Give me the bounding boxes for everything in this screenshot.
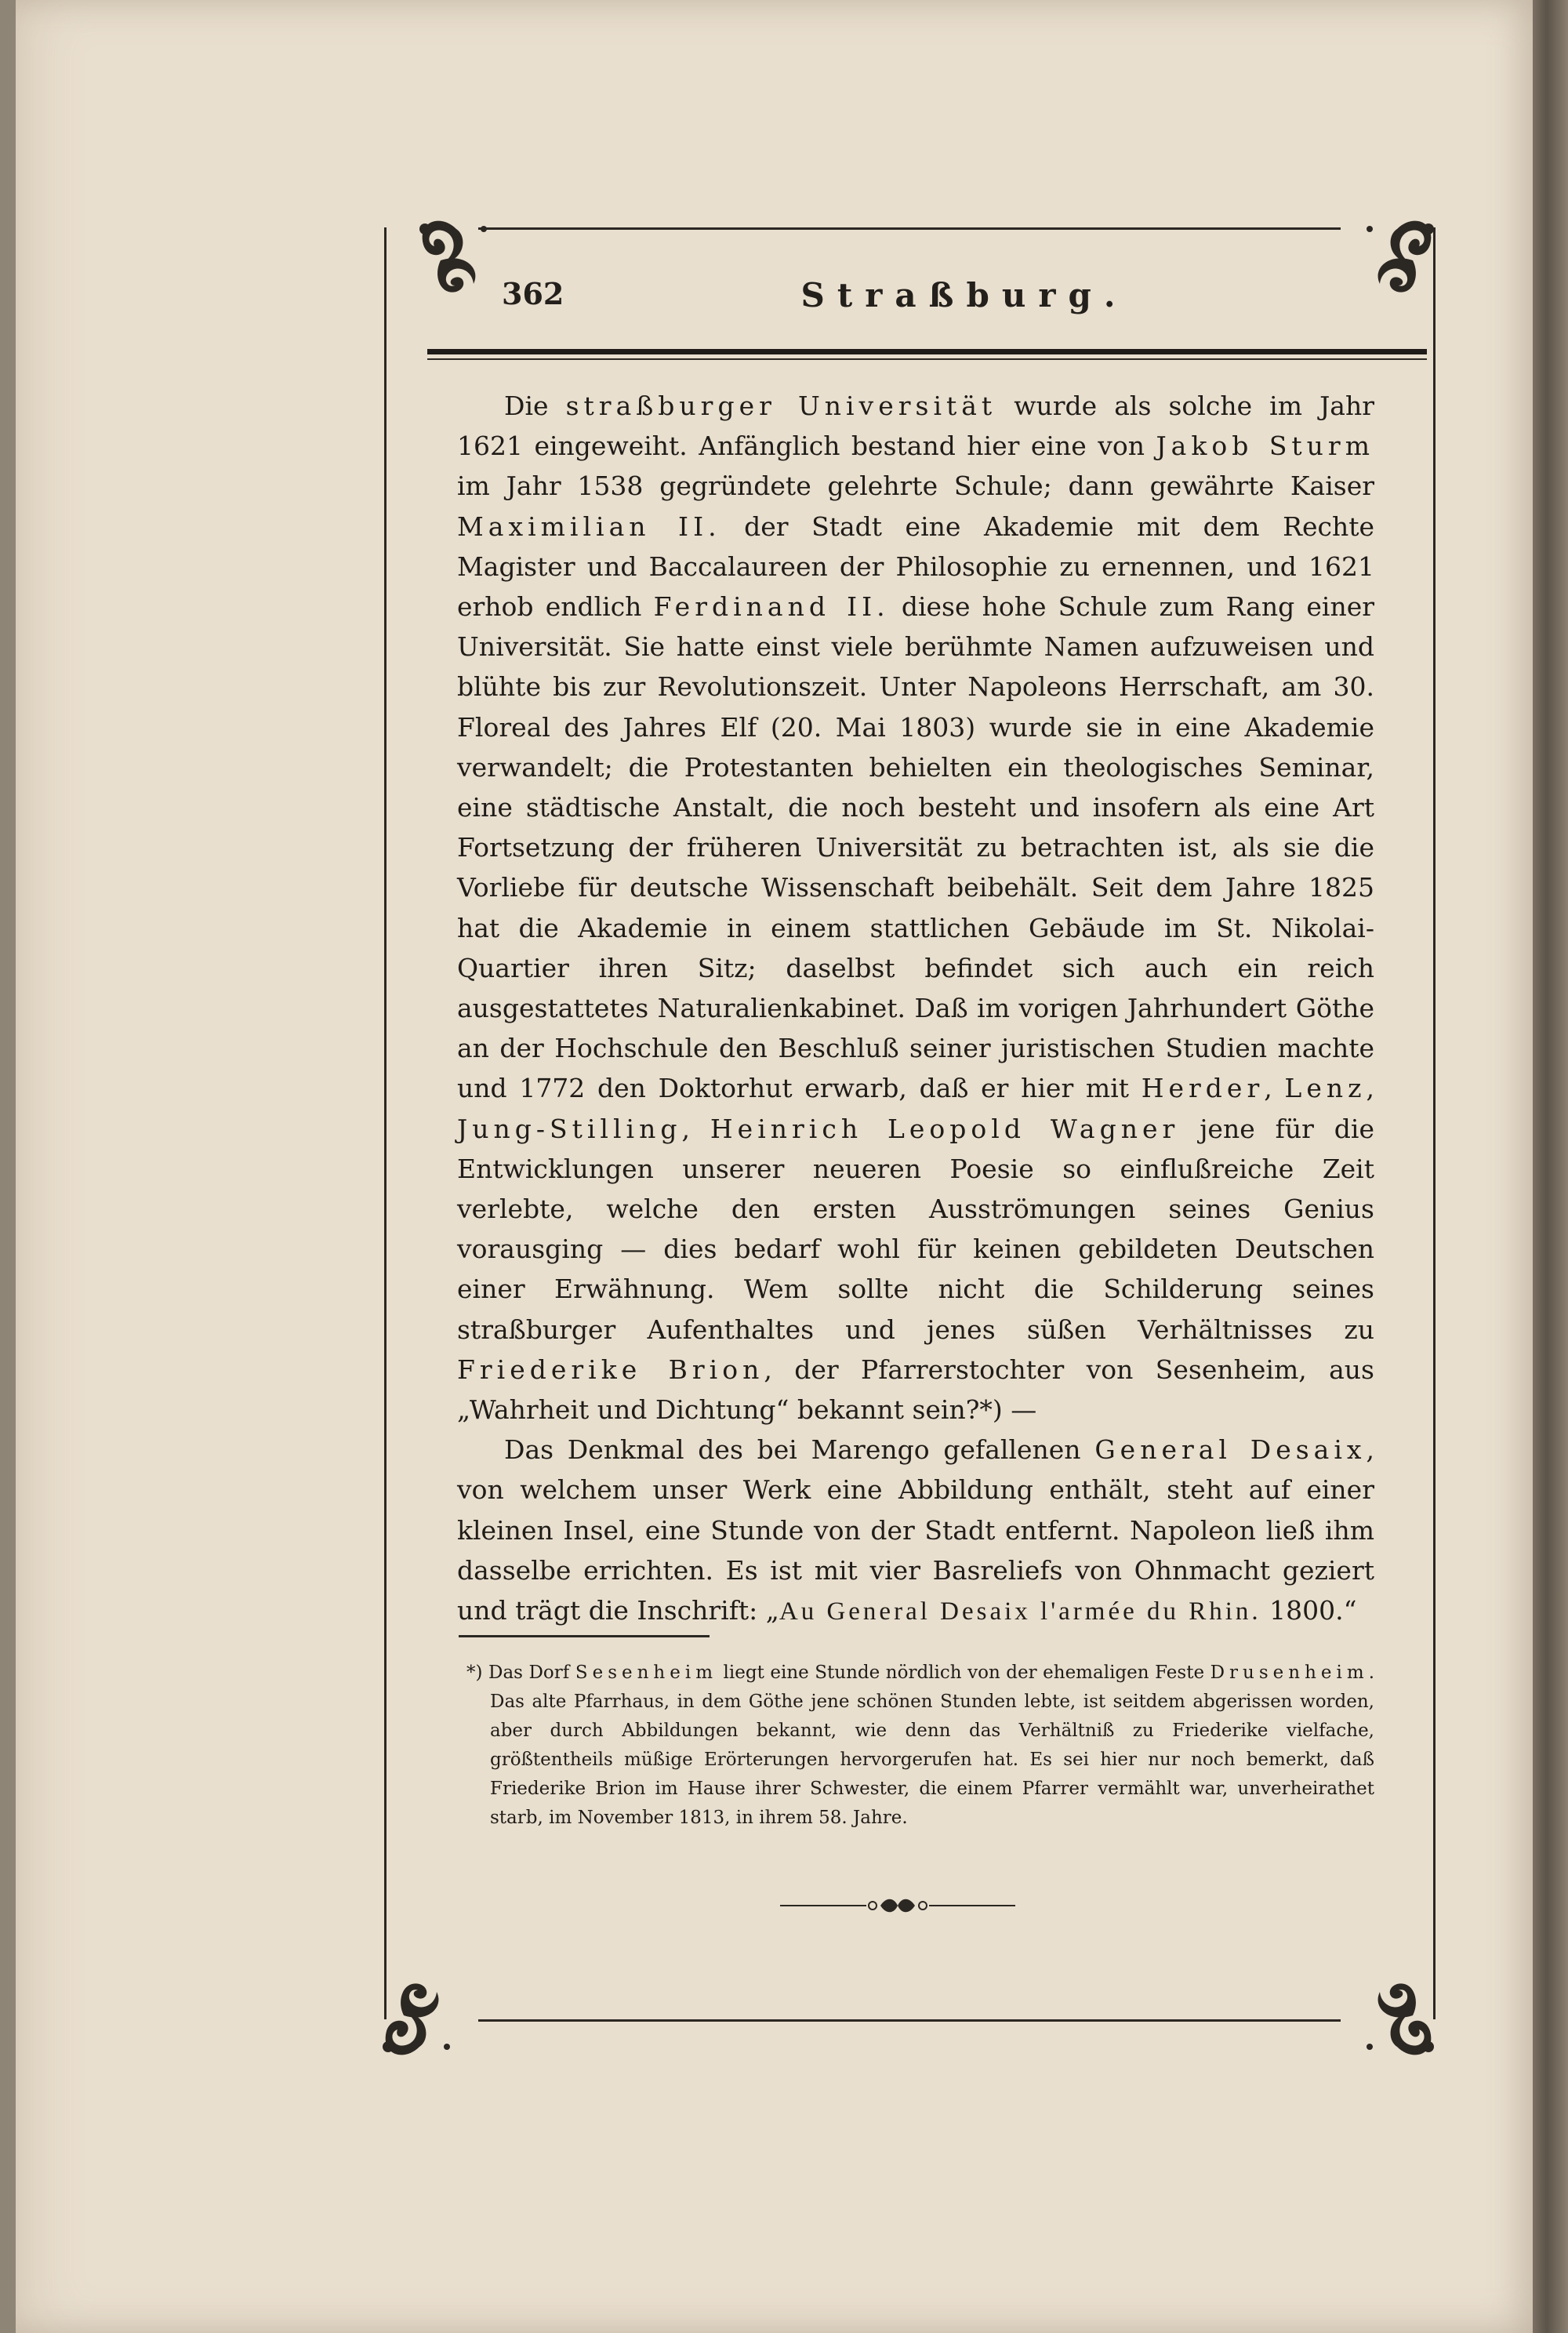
emphasis-name: Ferdinand II. — [653, 591, 890, 623]
text-run: diese hohe Schule zum Rang einer Universität. Sie hatte einst viele berühmte Namen aufzuweisen und blühte bis zur Revolutionszeit. Unter Napoleons Herrschaft, am 30. Floreal des Jahres Elf (20. Mai 1803) wurde sie in eine Akademie verwandelt; die Protestanten behielten ein theologisches Seminar, eine städtische Anstalt, die noch besteht und insofern als eine Art Fortsetzung der früheren Universität zu betrachten ist, als sie die Vorliebe für deutsche Wissenschaft beibehält. Seit dem Jahre 1825 hat die Akademie in einem stattlichen Gebäude im St. Nikolai-Quartier ihren Sitz; daselbst befindet sich auch ein reich ausgestattetes Naturalienkabinet. Daß im vorigen Jahrhundert Göthe an der Hochschule den Beschluß seiner juristischen Studien machte und 1772 den Doktorhut erwarb, daß er hier mit — [457, 591, 1375, 1104]
text-run: , — [1264, 1073, 1285, 1104]
body-text — [457, 386, 1374, 1632]
paragraph-university — [457, 386, 1374, 1430]
corner-ornament-icon — [409, 213, 503, 307]
frame-top-line — [478, 227, 1341, 230]
text-run: . Das alte Pfarrhaus, in dem Göthe jene schönen Stunden lebte, ist seitdem abgerissen worden, aber durch Abbildungen bekannt, wie denn das Verhältniß zu Friederike vielfache, größtentheils müßige Erörterungen hervorgerufen hat. Es sei hier nur noch bemerkt, daß Friederike Brion im Hause ihrer Schwester, die einem Pfarrer vermählt war, unverheirathet starb, im November 1813, in ihrem 58. Jahre. — [490, 1663, 1374, 1828]
corner-ornament-icon — [1350, 1968, 1444, 2062]
emphasis-name: Drusenheim — [1210, 1663, 1369, 1683]
inscription-text: Au General Desaix l'armée du Rhin. — [779, 1597, 1261, 1626]
page-number: 362 — [502, 276, 564, 311]
text-run: , von welchem unser Werk eine Abbildung enthält, steht auf einer kleinen Insel, eine Stunde von der Stadt entfernt. Napoleon ließ ihm dasselbe errichten. Es ist mit vier Basreliefs von Ohnmacht geziert und trägt die Inschrift: „ — [457, 1434, 1374, 1626]
text-run: jene für die Entwicklungen unserer neueren Poesie so einflußreiche Zeit verlebte, welche den ersten Ausströmungen seines Genius vorausging — dies bedarf wohl für keinen gebildeten Deutschen einer Erwähnung. Wem sollte nicht die Schilderung seines straßburger Aufenthaltes und jenes süßen Verhältnisses zu — [457, 1113, 1374, 1345]
header-rule-thin — [427, 358, 1427, 360]
emphasis-name: Maximilian II. — [457, 511, 721, 542]
emphasis-name: Friederike Brion — [457, 1354, 764, 1385]
text-run: der Stadt eine Akademie mit dem Rechte Magister und Baccalaureen der Philosophie zu ernennen, und 1621 erhob endlich — [457, 511, 1375, 623]
text-run: , — [1366, 1073, 1374, 1104]
emphasis-name: Sesenheim — [575, 1663, 718, 1683]
page-header — [502, 276, 1419, 331]
emphasis-name: Heinrich Leopold Wagner — [710, 1113, 1180, 1144]
text-run: , — [681, 1113, 710, 1144]
text-run: im Jahr 1538 gegründete gelehrte Schule; dann gewährte Kaiser — [457, 471, 1374, 502]
text-run: Das Denkmal des bei Marengo gefallenen — [504, 1434, 1095, 1466]
footnote-rule — [459, 1635, 710, 1637]
page-edge — [1533, 0, 1568, 2333]
end-ornament-icon — [780, 1894, 1015, 1917]
text-run: Die — [504, 391, 566, 421]
text-run: 1800.“ — [1261, 1595, 1357, 1626]
text-run: , der Pfarrerstochter von Sesenheim, aus „Wahrheit und Dichtung“ bekannt sein?*) — — [457, 1354, 1374, 1426]
text-run: *) Das Dorf — [466, 1663, 575, 1683]
paragraph-desaix — [457, 1430, 1374, 1632]
header-rule — [427, 349, 1427, 354]
emphasis-name: Jung-Stilling — [457, 1113, 682, 1144]
footnote — [466, 1659, 1374, 1833]
emphasis-name: General Desaix — [1094, 1434, 1367, 1466]
corner-ornament-icon — [372, 1968, 466, 2062]
text-run: liegt eine Stunde nördlich von der ehemaligen Feste — [717, 1663, 1210, 1683]
emphasis-university: straßburger Universität — [565, 391, 997, 421]
emphasis-name: Herder — [1141, 1073, 1265, 1104]
frame-bottom-line — [478, 2019, 1341, 2022]
emphasis-name: Jakob Sturm — [1156, 431, 1375, 462]
running-title: Straßburg. — [800, 276, 1128, 314]
footnote-paragraph — [466, 1659, 1374, 1833]
text-run: wurde als solche im Jahr 1621 eingeweiht. Anfänglich bestand hier eine von — [457, 391, 1375, 462]
emphasis-name: Lenz — [1284, 1073, 1367, 1104]
